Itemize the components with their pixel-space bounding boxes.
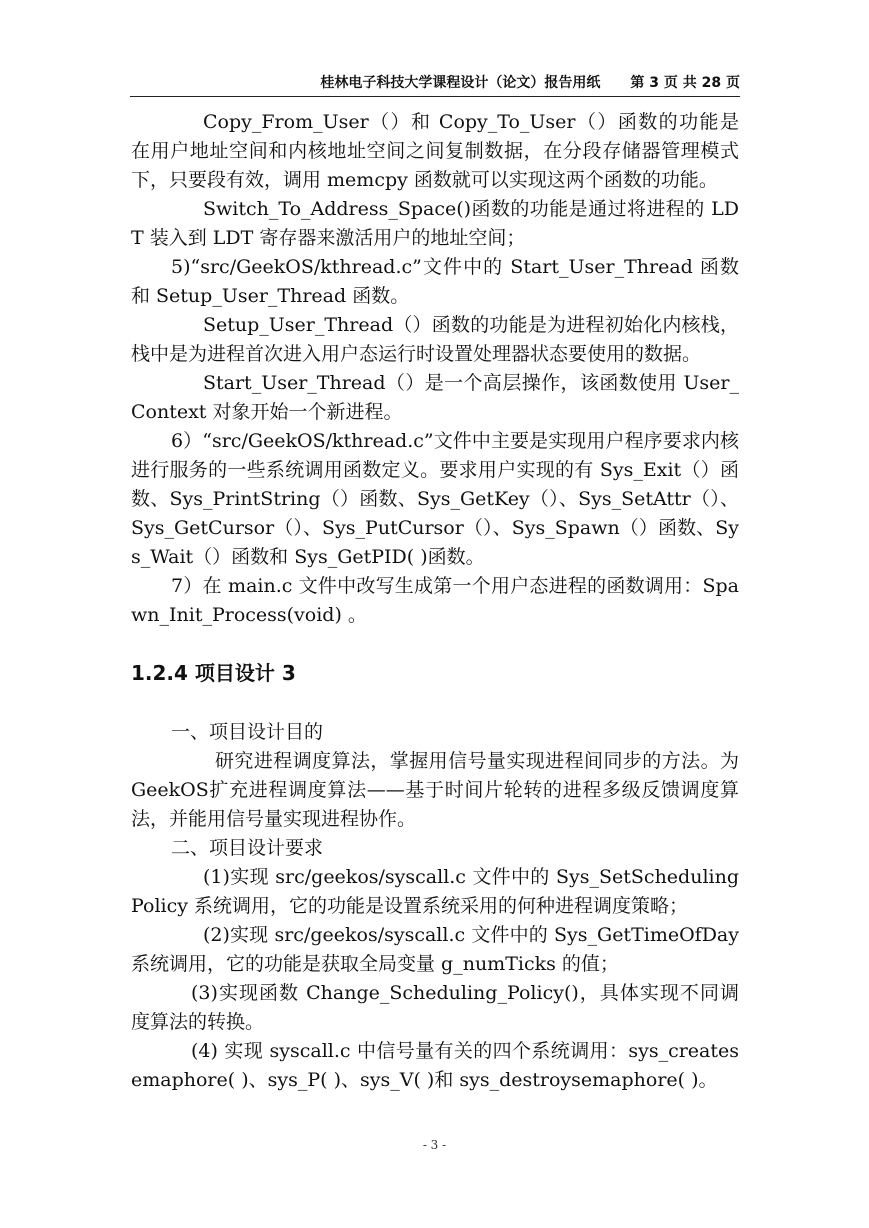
header-title: 桂林电子科技大学课程设计（论文）报告用纸	[320, 75, 601, 91]
requirement-item: (3)实现函数 Change_Scheduling_Policy()，具体实现不同调度算法的转换。	[131, 982, 739, 1033]
section-heading: 1.2.4 项目设计 3	[131, 661, 296, 685]
goal-text: 研究进程调度算法，掌握用信号量实现进程间同步的方法。为GeekOS扩充进程调度算法——基于时间片轮转的进程多级反馈调度算法，并能用信号量实现进程协作。	[131, 750, 739, 830]
paragraph-item-7: 7）在 main.c 文件中改写生成第一个用户态进程的函数调用：Spawn_Init_Process(void) 。	[131, 575, 739, 626]
paragraph-item-5: 5)“src/GeekOS/kthread.c”文件中的 Start_User_Thread 函数和 Setup_User_Thread 函数。	[131, 256, 739, 307]
requirement-item: (1)实现 src/geekos/syscall.c 文件中的 Sys_SetSchedulingPolicy 系统调用，它的功能是设置系统采用的何种进程调度策略；	[131, 866, 739, 917]
page-header	[130, 72, 740, 94]
header-rule	[130, 96, 740, 97]
paragraph-item-6: 6）“src/GeekOS/kthread.c”文件中主要是实现用户程序要求内核进行服务的一些系统调用函数定义。要求用户实现的有 Sys_Exit（）函数、Sys_PrintString（）函数、Sys_GetKey（）、Sys_SetAttr（）、Sys_GetCursor（）、Sys_PutCursor（）、Sys_Spawn（）函数、Sys_Wait（）函数和 Sys_GetPID( )函数。	[131, 430, 739, 568]
paragraph-start-user-thread: Start_User_Thread（）是一个高层操作，该函数使用 User_Context 对象开始一个新进程。	[131, 372, 739, 423]
page-body	[131, 108, 739, 1095]
paragraph-switch-address-space: Switch_To_Address_Space()函数的功能是通过将进程的 LDT 装入到 LDT 寄存器来激活用户的地址空间；	[131, 198, 739, 249]
requirement-item: (4) 实现 syscall.c 中信号量有关的四个系统调用：sys_createsemaphore( )、sys_P( )、sys_V( )和 sys_destroysemaphore( )。	[131, 1040, 739, 1091]
page-number: - 3 -	[422, 1138, 447, 1152]
requirement-item: (2)实现 src/geekos/syscall.c 文件中的 Sys_GetTimeOfDay 系统调用，它的功能是获取全局变量 g_numTicks 的值；	[131, 924, 739, 975]
paragraph-setup-user-thread: Setup_User_Thread（）函数的功能是为进程初始化内核栈，栈中是为进程首次进入用户态运行时设置处理器状态要使用的数据。	[131, 314, 739, 365]
requirements-title: 二、项目设计要求	[171, 837, 324, 859]
header-page-info: 第 3 页 共 28 页	[630, 75, 740, 91]
paragraph-copy-user: Copy_From_User（）和 Copy_To_User（）函数的功能是在用户地址空间和内核地址空间之间复制数据，在分段存储器管理模式下，只要段有效，调用 memcpy 函数就可以实现这两个函数的功能。	[131, 111, 739, 191]
goal-title: 一、项目设计目的	[171, 721, 324, 743]
